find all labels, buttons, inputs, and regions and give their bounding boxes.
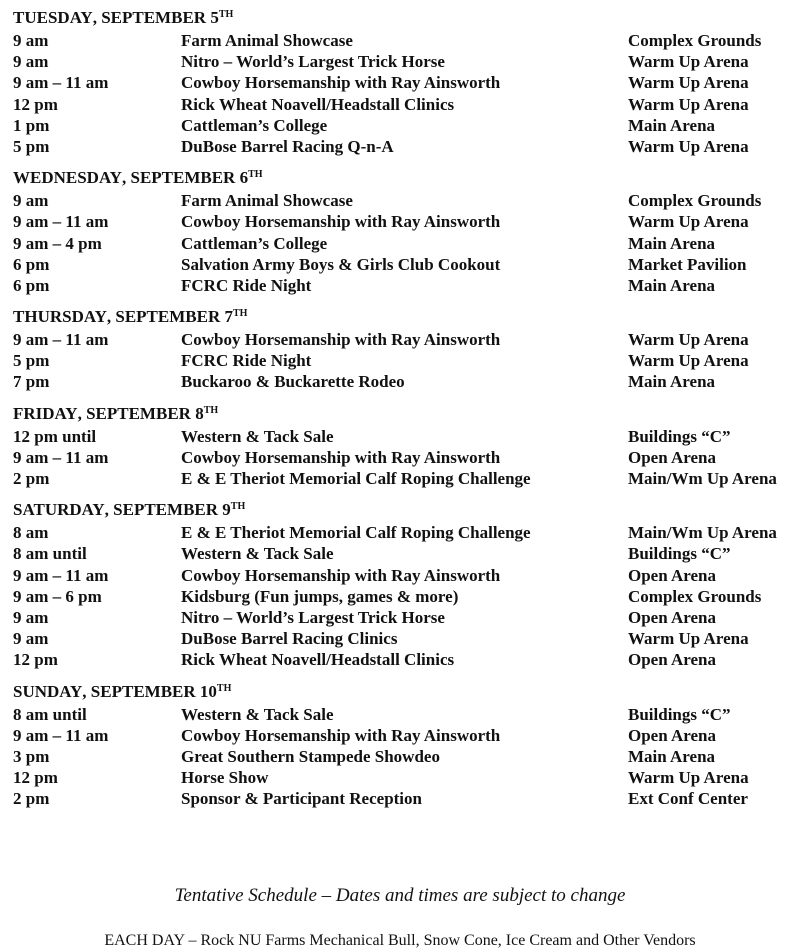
event-time: 9 am – 11 am	[13, 725, 109, 745]
event-time: 9 am – 11 am	[13, 212, 109, 232]
event-name: Cattleman’s College	[181, 233, 328, 253]
event-time: 9 am – 11 am	[13, 73, 109, 93]
event-name: Rick Wheat Noavell/Headstall Clinics	[181, 94, 455, 114]
event-time: 5 pm	[13, 351, 50, 371]
event-location: Main Arena	[628, 115, 716, 135]
event-time: 12 pm	[13, 768, 58, 788]
day-name-initial: W	[13, 168, 30, 188]
event-time: 7 pm	[13, 372, 50, 392]
event-name: Cattleman’s College	[181, 115, 328, 135]
month-initial: S	[90, 681, 101, 701]
event-location: Main Arena	[628, 746, 716, 766]
day-heading	[0, 168, 800, 190]
month-rest: EPTEMBER	[139, 168, 236, 188]
schedule-row	[0, 254, 800, 275]
tentative-note: Tentative Schedule – Dates and times are subject to change	[174, 885, 626, 906]
schedule-row	[0, 522, 800, 543]
event-name: Farm Animal Showcase	[181, 31, 353, 50]
schedule-days	[0, 8, 800, 809]
day-separator: ,	[92, 8, 102, 27]
schedule-row	[0, 30, 800, 51]
day-name-initial: F	[13, 403, 24, 423]
ordinal-suffix: TH	[248, 169, 263, 181]
event-name: FCRC Ride Night	[181, 351, 312, 371]
day-name-initial: T	[13, 307, 25, 327]
event-name: Great Southern Stampede Showdeo	[181, 746, 440, 766]
ordinal-suffix: TH	[230, 501, 246, 513]
section-spacer	[0, 296, 800, 307]
day-section	[0, 168, 800, 296]
event-location: Ext Conf Center	[628, 789, 748, 809]
event-location: Main Arena	[628, 233, 716, 253]
event-location: Open Arena	[628, 725, 717, 745]
day-name-rest: UESDAY	[24, 8, 93, 27]
schedule-row	[0, 447, 800, 468]
event-time: 6 pm	[13, 254, 50, 274]
day-name-rest: HURSDAY	[24, 307, 107, 327]
day-name-rest: UNDAY	[22, 681, 83, 701]
event-name: E & E Theriot Memorial Calf Roping Challenge	[181, 469, 531, 488]
day-number: 6	[235, 168, 249, 188]
schedule-row	[0, 649, 800, 670]
event-time: 9 am	[13, 607, 49, 627]
day-number: 8	[190, 403, 204, 423]
ordinal-suffix: TH	[232, 308, 248, 320]
schedule-row	[0, 190, 800, 211]
event-location: Complex Grounds	[628, 191, 762, 211]
ordinal-suffix: TH	[203, 404, 219, 416]
day-section	[0, 8, 800, 157]
event-name: Farm Animal Showcase	[181, 191, 353, 211]
schedule-row	[0, 586, 800, 607]
event-name: DuBose Barrel Racing Q-n-A	[181, 136, 394, 156]
section-spacer	[0, 393, 800, 404]
day-number: 5	[206, 8, 219, 27]
event-location: Open Arena	[628, 565, 717, 585]
month-rest: EPTEMBER	[110, 8, 207, 27]
event-location: Warm Up Arena	[628, 94, 749, 114]
day-heading	[0, 682, 800, 704]
schedule-row	[0, 136, 800, 157]
schedule-row	[0, 275, 800, 296]
schedule-row	[0, 115, 800, 136]
event-time: 6 pm	[13, 275, 50, 295]
month-initial: S	[115, 307, 125, 327]
month-rest: EPTEMBER	[100, 681, 196, 701]
day-name-rest: RIDAY	[23, 403, 78, 423]
day-section	[0, 404, 800, 490]
event-location: Warm Up Arena	[628, 768, 749, 788]
event-name: Horse Show	[181, 768, 269, 788]
event-time: 12 pm until	[13, 426, 97, 446]
event-name: Western & Tack Sale	[181, 704, 334, 724]
event-location: Warm Up Arena	[628, 351, 749, 371]
event-time: 8 am until	[13, 544, 87, 564]
event-location: Main Arena	[628, 372, 716, 392]
month-rest: EPTEMBER	[124, 307, 221, 327]
schedule-row	[0, 329, 800, 350]
section-spacer	[0, 489, 800, 500]
schedule-row	[0, 350, 800, 371]
month-initial: S	[113, 500, 123, 520]
event-time: 1 pm	[13, 115, 50, 135]
day-heading	[0, 404, 800, 426]
day-name-rest: ATURDAY	[22, 500, 105, 520]
event-location: Complex Grounds	[628, 586, 762, 606]
event-location: Open Arena	[628, 650, 717, 670]
schedule-row	[0, 468, 800, 489]
event-location: Buildings “C”	[628, 704, 731, 724]
event-time: 9 am	[13, 31, 49, 50]
day-number: 7	[220, 307, 233, 327]
day-name-initial: S	[13, 500, 23, 520]
event-name: Buckaroo & Buckarette Rodeo	[181, 372, 405, 392]
event-name: E & E Theriot Memorial Calf Roping Challenge	[181, 523, 531, 543]
event-time: 12 pm	[13, 94, 58, 114]
event-name: FCRC Ride Night	[181, 275, 312, 295]
day-name-rest: EDNESDAY	[30, 168, 122, 188]
event-location: Warm Up Arena	[628, 629, 749, 649]
event-name: Cowboy Horsemanship with Ray Ainsworth	[181, 447, 501, 467]
day-heading	[0, 8, 800, 30]
event-name: Sponsor & Participant Reception	[181, 789, 422, 809]
ordinal-suffix: TH	[218, 9, 234, 20]
day-separator: ,	[104, 500, 114, 520]
event-name: Kidsburg (Fun jumps, games & more)	[181, 586, 459, 606]
schedule-row	[0, 233, 800, 254]
event-name: Cowboy Horsemanship with Ray Ainsworth	[181, 212, 501, 232]
day-number: 10	[195, 681, 217, 701]
event-location: Buildings “C”	[628, 544, 731, 564]
schedule-row	[0, 211, 800, 232]
event-time: 8 am	[13, 523, 49, 543]
day-separator: ,	[77, 403, 87, 423]
schedule-row	[0, 94, 800, 115]
month-rest: EPTEMBER	[95, 403, 191, 423]
event-location: Warm Up Arena	[628, 52, 749, 72]
event-time: 9 am – 11 am	[13, 447, 109, 467]
schedule-row	[0, 704, 800, 725]
event-time: 2 pm	[13, 469, 50, 488]
schedule-row	[0, 746, 800, 767]
schedule-row	[0, 543, 800, 564]
each-day-note: EACH DAY – Rock NU Farms Mechanical Bull, Snow Cone, Ice Cream and Other Vendors	[104, 932, 696, 949]
event-name: Cowboy Horsemanship with Ray Ainsworth	[181, 565, 501, 585]
event-location: Warm Up Arena	[628, 330, 749, 350]
event-time: 12 pm	[13, 650, 58, 670]
section-spacer	[0, 157, 800, 168]
event-time: 9 am	[13, 52, 49, 72]
event-name: Rick Wheat Noavell/Headstall Clinics	[181, 650, 455, 670]
schedule-row	[0, 565, 800, 586]
schedule-row	[0, 371, 800, 392]
event-name: Nitro – World’s Largest Trick Horse	[181, 607, 445, 627]
schedule-row	[0, 725, 800, 746]
event-location: Main/Wm Up Arena	[628, 523, 777, 543]
event-location: Main Arena	[628, 275, 716, 295]
event-location: Market Pavilion	[628, 254, 747, 274]
event-location: Open Arena	[628, 447, 717, 467]
event-location: Main/Wm Up Arena	[628, 469, 777, 488]
day-number: 9	[218, 500, 231, 520]
event-name: Cowboy Horsemanship with Ray Ainsworth	[181, 330, 501, 350]
event-location: Warm Up Arena	[628, 73, 749, 93]
day-separator: ,	[82, 681, 91, 701]
event-time: 5 pm	[13, 136, 50, 156]
schedule-row	[0, 72, 800, 93]
event-time: 8 am until	[13, 704, 87, 724]
month-initial: S	[130, 168, 140, 188]
event-location: Warm Up Arena	[628, 136, 749, 156]
event-time: 3 pm	[13, 746, 50, 766]
day-heading	[0, 307, 800, 329]
event-name: Nitro – World’s Largest Trick Horse	[181, 52, 445, 72]
event-name: DuBose Barrel Racing Clinics	[181, 629, 398, 649]
event-name: Cowboy Horsemanship with Ray Ainsworth	[181, 73, 501, 93]
day-heading	[0, 500, 800, 522]
event-name: Western & Tack Sale	[181, 426, 334, 446]
day-separator: ,	[121, 168, 131, 188]
schedule-row	[0, 426, 800, 447]
event-time: 9 am	[13, 191, 49, 211]
event-time: 2 pm	[13, 789, 50, 809]
schedule-row	[0, 51, 800, 72]
event-time: 9 am – 6 pm	[13, 586, 102, 606]
day-name-initial: S	[13, 681, 23, 701]
month-initial: S	[101, 8, 111, 27]
month-rest: EPTEMBER	[122, 500, 219, 520]
event-location: Warm Up Arena	[628, 212, 749, 232]
event-time: 9 am – 4 pm	[13, 233, 102, 253]
day-section	[0, 500, 800, 670]
event-name: Western & Tack Sale	[181, 544, 334, 564]
day-separator: ,	[106, 307, 116, 327]
month-initial: S	[86, 403, 96, 423]
schedule-row	[0, 628, 800, 649]
event-time: 9 am – 11 am	[13, 565, 109, 585]
event-location: Open Arena	[628, 607, 717, 627]
schedule-row	[0, 788, 800, 809]
event-location: Complex Grounds	[628, 31, 762, 50]
section-spacer	[0, 671, 800, 682]
ordinal-suffix: TH	[216, 682, 232, 694]
day-name-initial: T	[13, 8, 25, 27]
event-time: 9 am – 11 am	[13, 330, 109, 350]
event-time: 9 am	[13, 629, 49, 649]
schedule-row	[0, 607, 800, 628]
event-name: Salvation Army Boys & Girls Club Cookout	[181, 254, 501, 274]
event-name: Cowboy Horsemanship with Ray Ainsworth	[181, 725, 501, 745]
event-location: Buildings “C”	[628, 426, 731, 446]
day-section	[0, 682, 800, 810]
day-section	[0, 307, 800, 393]
schedule-row	[0, 767, 800, 788]
